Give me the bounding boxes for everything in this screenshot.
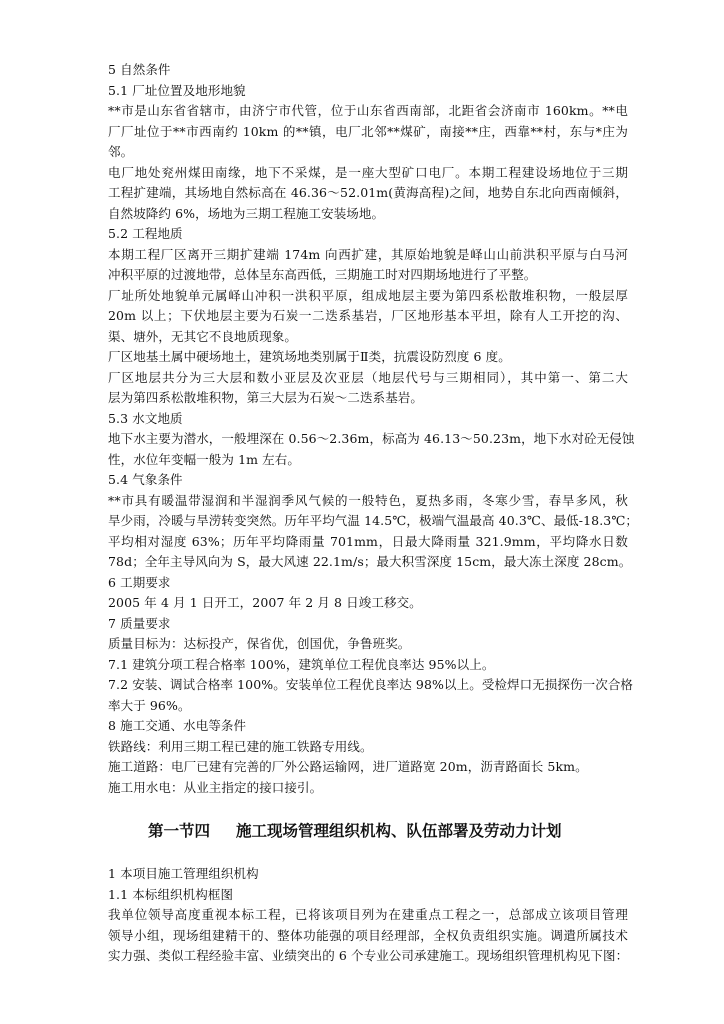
text-line: 性，水位年变幅一般为 1m 左右。: [108, 451, 300, 467]
section-heading-title: 施工现场管理组织机构、队伍部署及劳动力计划: [236, 822, 562, 840]
text-line: 质量目标为：达标投产，保省优，创国优，争鲁班奖。: [108, 636, 411, 651]
text-line: 1 本项目施工管理组织机构: [108, 866, 259, 881]
text-line: 7.1 建筑分项工程合格率 100%，建筑单位工程优良率达 95%以上。: [108, 656, 495, 672]
text-line: 78d；全年主导风向为 S，最大风速 22.1m/s；最大积雪深度 15cm，最大冻土深度 28cm。: [108, 554, 632, 569]
text-line: 冲积平原的过渡地带，总体呈东高西低，三期施工时对四期场地进行了平整。: [108, 267, 537, 282]
section-heading-block: [108, 798, 628, 864]
text-line: 率大于 96%。: [108, 697, 191, 713]
text-line: 本期工程厂区离开三期扩建端 174m 向西扩建，其原始地貌是峄山山前洪积平原与白马河: [108, 246, 628, 262]
section-organization: [108, 864, 628, 967]
text-line: 5.3 水文地质: [108, 410, 183, 426]
text-line: 旱少雨，冷暖与旱涝转变突然。历年平均气温 14.5℃，极端气温最高 40.3℃、最低-18.3℃；: [108, 513, 639, 528]
text-line: 自然坡降约 6%，场地为三期工程施工安装场地。: [108, 205, 385, 221]
text-line: 层为第四系松散堆积物，第三大层为石炭～二迭系基岩。: [108, 390, 424, 405]
section-heading: [148, 820, 562, 842]
text-line: 7.2 安装、调试合格率 100%。安装单位工程优良率达 98%以上。受检焊口无损探伤一次合格: [108, 677, 634, 692]
text-line: 5 自然条件: [108, 62, 171, 77]
text-line: 8 施工交通、水电等条件: [108, 718, 247, 733]
text-line: 渠、塘外，无其它不良地质现象。: [108, 328, 298, 344]
text-line: 7 质量要求: [108, 615, 171, 631]
section-heading-number: 第一节四: [148, 822, 211, 840]
text-line: 2005 年 4 月 1 日开工，2007 年 2 月 8 日竣工移交。: [108, 595, 422, 610]
text-line: 施工道路：电厂已建有完善的厂外公路运输网，进厂道路宽 20m，沥青路面长 5km。: [108, 759, 588, 774]
text-line: 领导小组，现场组建精干的、整体功能强的项目经理部，全权负责组织实施。调遣所属技术: [108, 927, 628, 943]
text-line: 铁路线：利用三期工程已建的施工铁路专用线。: [108, 738, 373, 754]
text-line: 工程扩建端，其场地自然标高在 46.36～52.01m(黄海高程)之间，地势自东北向西南倾斜，: [108, 185, 628, 200]
text-line: 电厂地处兖州煤田南缘，地下不采煤，是一座大型矿口电厂。本期工程建设场地位于三期: [108, 164, 628, 180]
text-line: 5.4 气象条件: [108, 472, 183, 487]
text-line: **市是山东省省辖市，由济宁市代管，位于山东省西南部，北距省会济南市 160km。**电: [108, 103, 628, 118]
text-line: 我单位领导高度重视本标工程，已将该项目列为在建重点工程之一，总部成立该项目管理: [108, 907, 628, 922]
section-natural-conditions: [108, 60, 639, 798]
text-line: 5.2 工程地质: [108, 226, 183, 241]
text-line: 实力强、类似工程经验丰富、业绩突出的 6 个专业公司承建施工。现场组织管理机构见下图：: [108, 948, 629, 963]
text-line: **市具有暖温带湿润和半湿润季风气候的一般特色，夏热多雨，冬寒少雪，春旱多风，秋: [108, 492, 628, 508]
text-line: 6 工期要求: [108, 574, 171, 590]
text-line: 地下水主要为潜水，一般埋深在 0.56～2.36m，标高为 46.13～50.23m，地下水对砼无侵蚀: [108, 431, 635, 446]
text-line: 20m 以上；下伏地层主要为石炭一二迭系基岩，厂区地形基本平坦，除有人工开挖的沟、: [108, 308, 628, 323]
text-line: 厂厂址位于**市西南约 10km 的**镇，电厂北邻**煤矿，南接**庄，西靠**村，东与*庄为: [108, 123, 628, 139]
text-line: 施工用水电：从业主指定的接口接引。: [108, 779, 323, 795]
text-line: 厂区地基土属中硬场地土，建筑场地类别属于Ⅱ类，抗震设防烈度 6 度。: [108, 349, 511, 364]
text-line: 5.1 厂址位置及地形地貌: [108, 82, 246, 98]
document-body: [108, 60, 639, 967]
text-line: 厂址所处地貌单元属峄山冲积一洪积平原，组成地层主要为第四系松散堆积物，一般层厚: [108, 287, 628, 303]
text-line: 厂区地层共分为三大层和数小亚层及次亚层（地层代号与三期相同），其中第一、第二大: [108, 369, 628, 385]
text-line: 1.1 本标组织机构框图: [108, 886, 234, 902]
text-line: 邻。: [108, 144, 134, 159]
text-line: 平均相对湿度 63%；历年平均降雨量 701mm，日最大降雨量 321.9mm，平均降水日数: [108, 533, 628, 549]
